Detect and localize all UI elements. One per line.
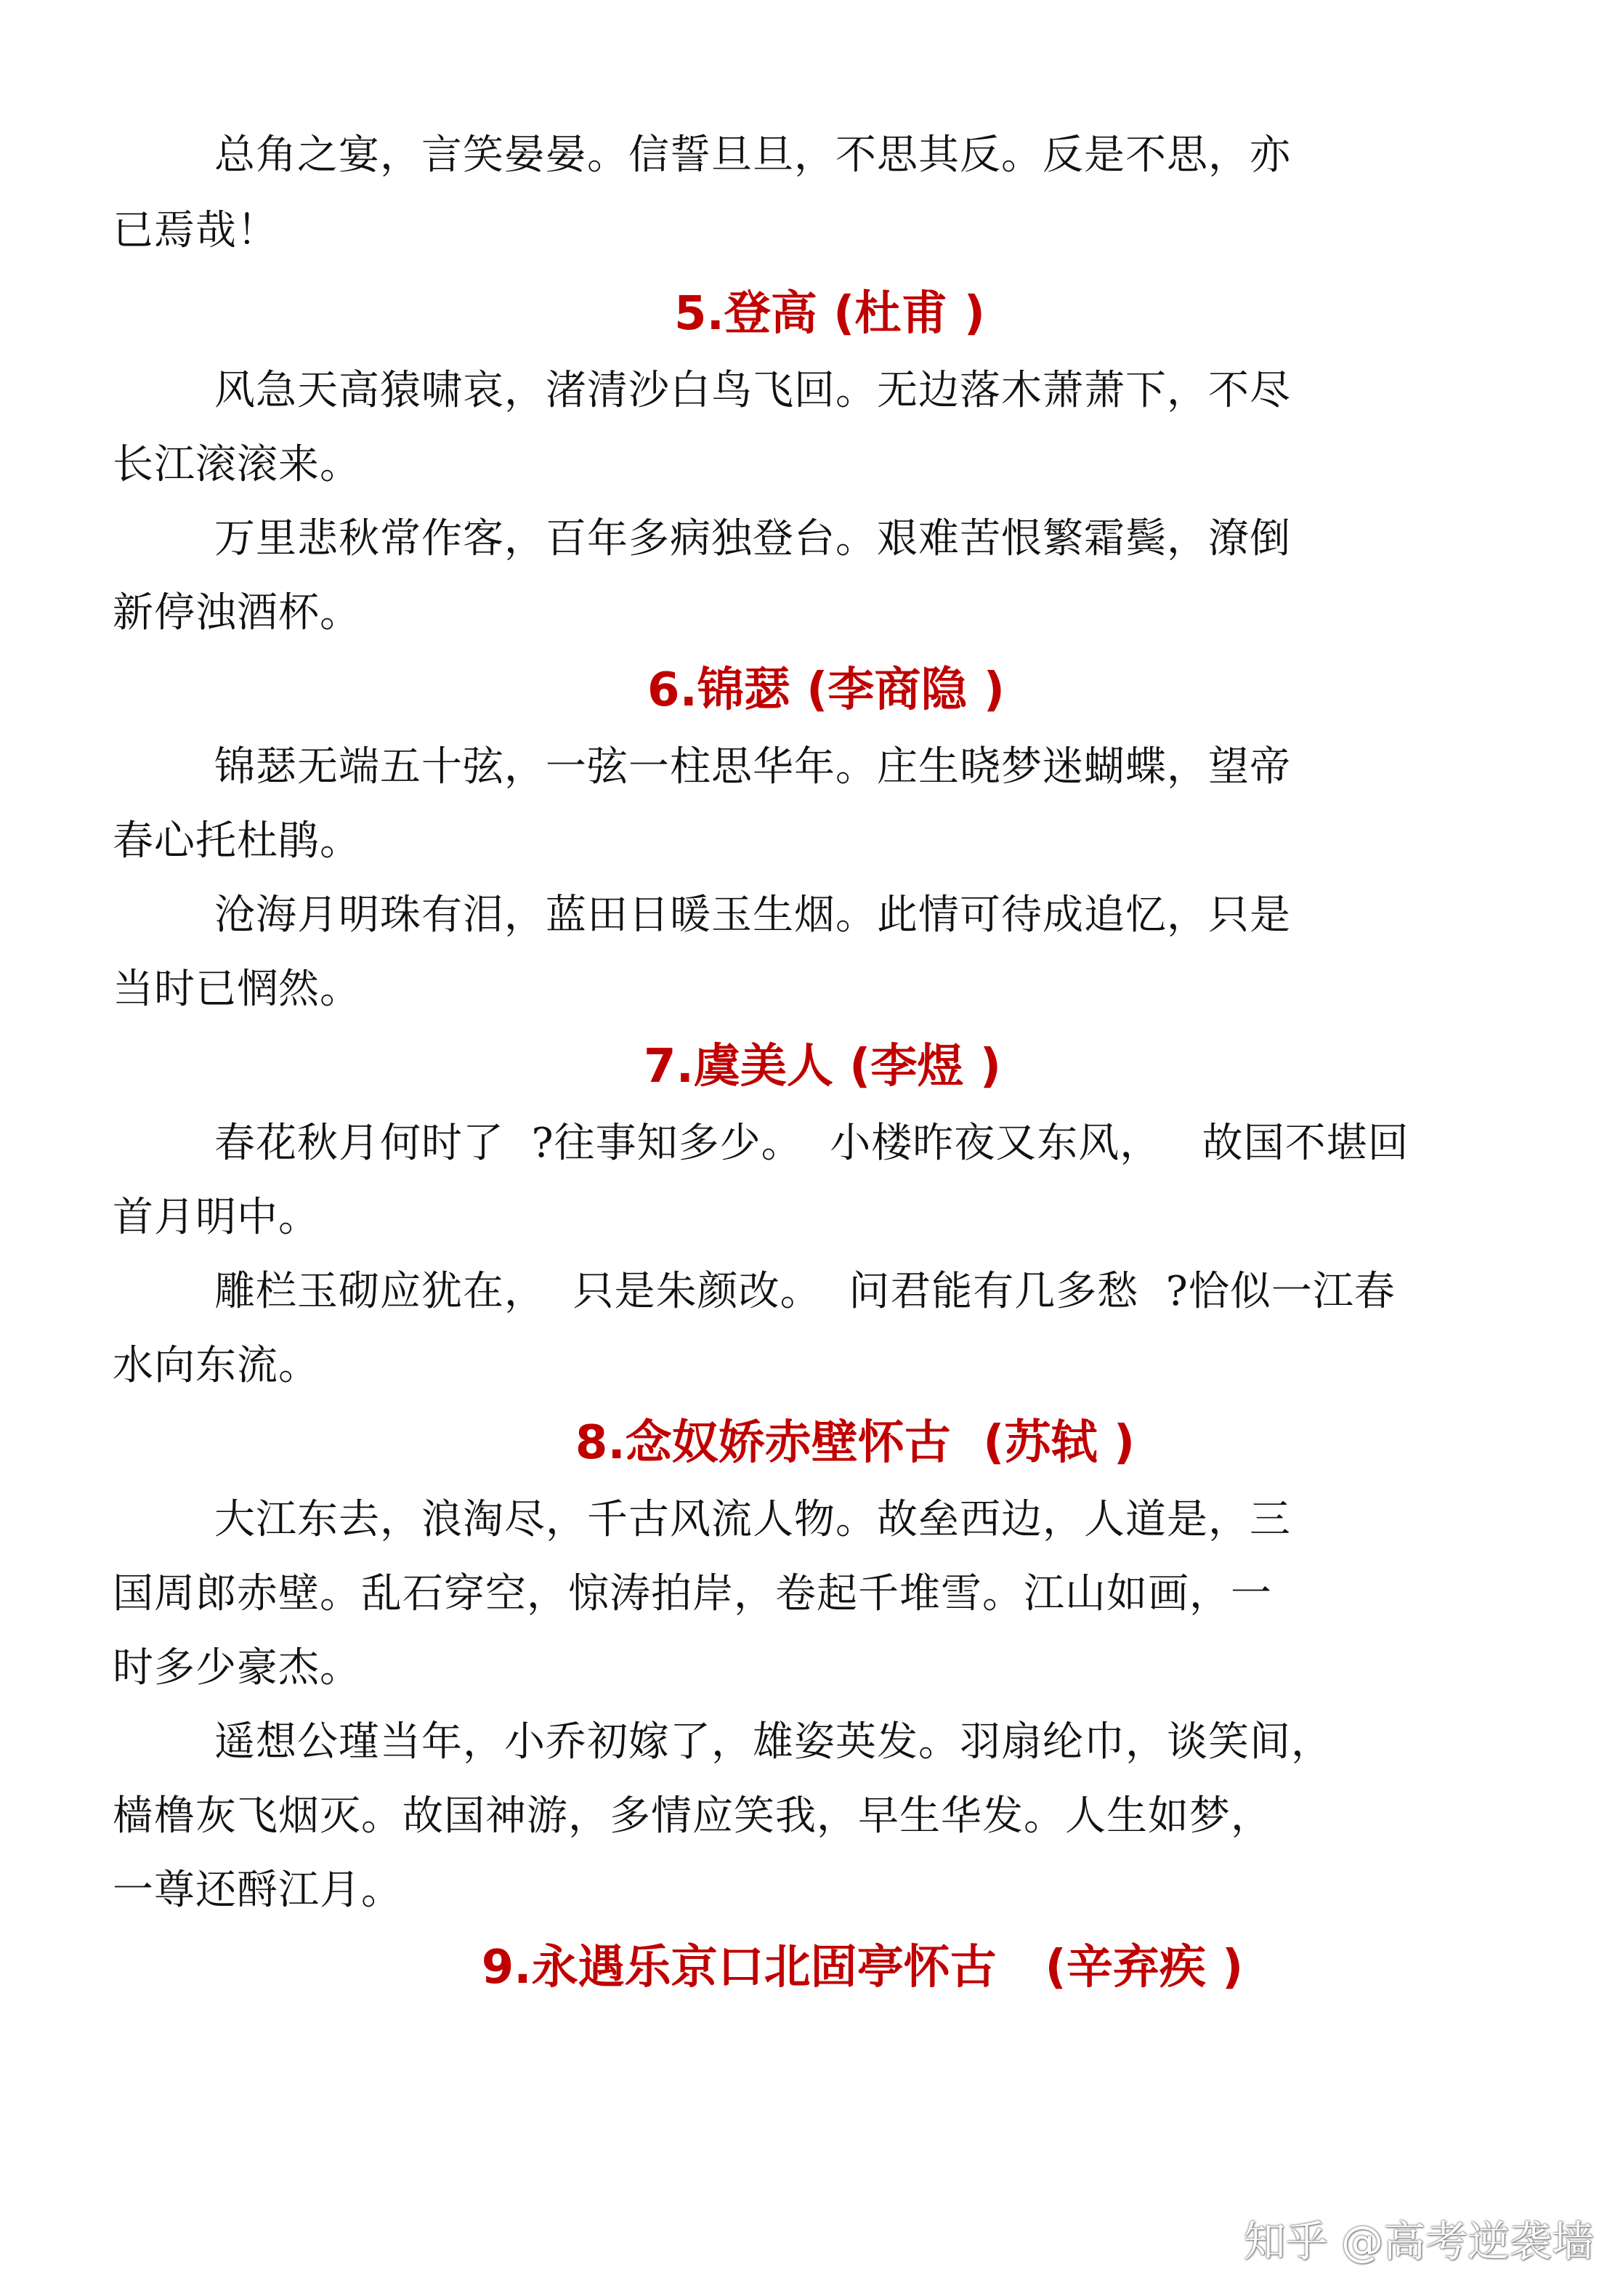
poem-line: 水向东流。	[113, 1342, 320, 1389]
poem-line: 沧海月明珠有泪，蓝田日暖玉生烟。此情可待成追忆，只是	[214, 892, 1291, 939]
poem-line: 风急天高猿啸哀，渚清沙白鸟飞回。无边落木萧萧下，不尽	[214, 367, 1291, 414]
poem-title: 9.永遇乐京口北固亭怀古 (辛弃疾 )	[481, 1941, 1244, 1994]
watermark: 知乎 @高考逆袭墙	[1243, 2217, 1594, 2266]
poem-line: 长江滚滚来。	[113, 441, 361, 488]
poem-line: 一尊还酹江月。	[113, 1867, 402, 1914]
poem-line: 雕栏玉砌应犹在， 只是朱颜改。 问君能有几多愁 ?恰似一江春	[214, 1268, 1396, 1315]
poem-line: 国周郎赤壁。乱石穿空，惊涛拍岸，卷起千堆雪。江山如画，一	[113, 1570, 1272, 1617]
poem-title: 7.虞美人 (李煜 )	[644, 1040, 1001, 1094]
poem-title: 5.登高 (杜甫 )	[674, 287, 985, 341]
poem-line: 锦瑟无端五十弦，一弦一柱思华年。庄生晓梦迷蝴蝶，望帝	[214, 743, 1291, 791]
poem-line: 春花秋月何时了 ?往事知多少。 小楼昨夜又东风， 故国不堪回	[214, 1120, 1409, 1167]
poem-line: 樯橹灰飞烟灭。故国神游，多情应笑我，早生华发。人生如梦，	[113, 1792, 1272, 1840]
poem-title: 8.念奴娇赤壁怀古 (苏轼 )	[575, 1416, 1136, 1470]
poem-line: 春心托杜鹃。	[113, 817, 361, 865]
poem-line: 总角之宴，言笑晏晏。信誓旦旦，不思其反。反是不思，亦	[214, 132, 1291, 179]
poem-line: 大江东去，浪淘尽，千古风流人物。故垒西边，人道是，三	[214, 1496, 1291, 1543]
poem-line: 首月明中。	[113, 1194, 320, 1241]
poem-line: 时多少豪杰。	[113, 1644, 361, 1691]
poem-title: 6.锦瑟 (李商隐 )	[647, 663, 1005, 717]
poem-line: 新停浊酒杯。	[113, 589, 361, 636]
poem-line: 遥想公瑾当年，小乔初嫁了，雄姿英发。羽扇纶巾，谈笑间，	[214, 1718, 1332, 1766]
poem-line: 当时已惘然。	[113, 966, 361, 1013]
poem-line: 万里悲秋常作客，百年多病独登台。艰难苦恨繁霜鬓，潦倒	[214, 515, 1291, 562]
poem-line: 已焉哉！	[113, 207, 278, 254]
